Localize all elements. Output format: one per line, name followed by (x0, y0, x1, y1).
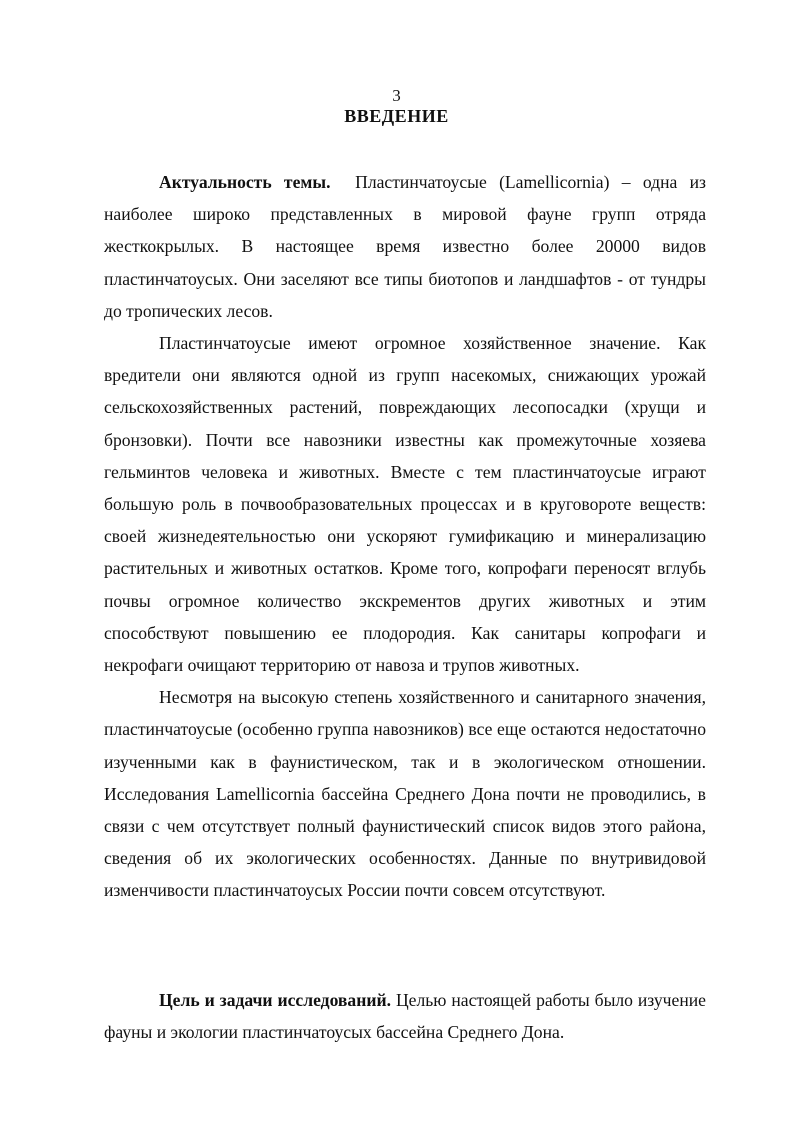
page-number: 3 (392, 86, 401, 105)
goal-lead: Цель и задачи исследований. (159, 990, 392, 1010)
goal-section (104, 984, 706, 1048)
relevance-paragraph-2: Пластинчатоусые имеют огромное хозяйственное значение. Как вредители они являются одной из групп насекомых, снижающих урожай сельскохозяйственных растений, повреждающих лесопосадки (хрущи и бронзовки). Почти все навозники известны как промежуточные хозяева гельминтов человека и животных. Вместе с тем пластинчатоусые играют большую роль в почвообразовательных процессах и в круговороте веществ: своей жизнедеятельностью они ускоряют гумификацию и минерализацию растительных и животных остатков. Кроме того, копрофаги переносят вглубь почвы огромное количество экскрементов других животных и этим способствуют повышению ее плодородия. Как санитары копрофаги и некрофаги очищают территорию от навоза и трупов животных. (104, 333, 706, 676)
relevance-paragraph-1-text: Пластинчатоусые (Lamellicornia) – одна из наиболее широко представленных в мировой фауне групп отряда жесткокрылых. В настоящее время известно более 20000 видов пластинчатоусых. Они заселяют все типы биотопов и ландшафтов - от тундры до тропических лесов. (104, 172, 706, 321)
relevance-paragraph-1 (104, 166, 706, 327)
relevance-lead: Актуальность темы. (159, 172, 331, 192)
page-title: ВВЕДЕНИЕ (344, 106, 449, 126)
goal-paragraph (104, 984, 706, 1048)
relevance-paragraph-3: Несмотря на высокую степень хозяйственного и санитарного значения, пластинчатоусые (особенно группа навозников) все еще остаются недостаточно изученными как в фаунистическом, так и в экологическом отношении. Исследования Lamellicornia бассейна Среднего Дона почти не проводились, в связи с чем отсутствует полный фаунистический список видов этого района, сведения об их экологических особенностях. Данные по внутривидовой изменчивости пластинчатоусых России почти совсем отсутствуют. (104, 687, 706, 901)
goal-text: Целью настоящей работы было изучение фауны и экологии пластинчатоусых бассейна Среднего Дона. (104, 990, 706, 1043)
relevance-section (104, 166, 706, 907)
